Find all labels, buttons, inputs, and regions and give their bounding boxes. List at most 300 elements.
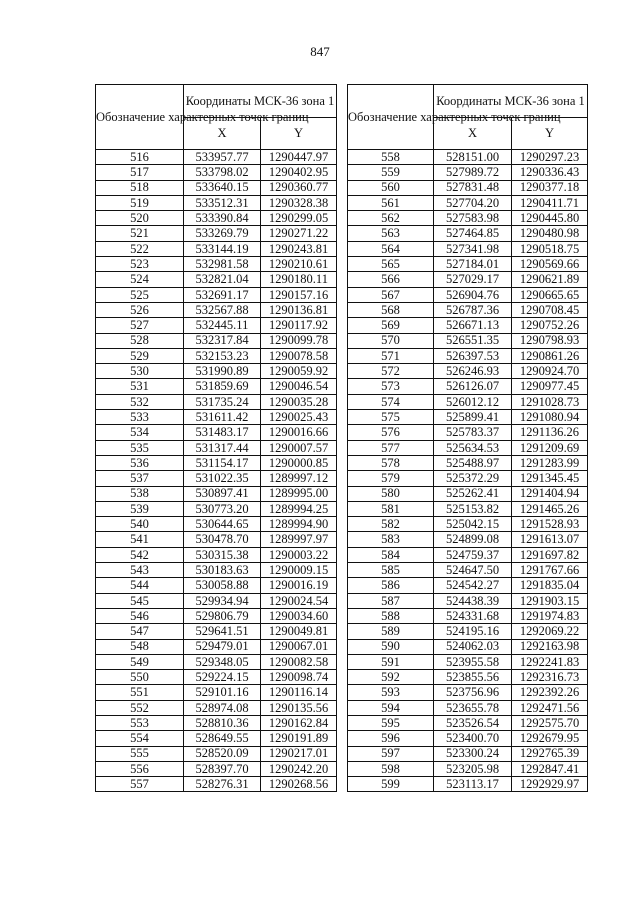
x-coordinate-cell: 524438.39 xyxy=(434,593,512,608)
table-row xyxy=(348,670,588,685)
y-coordinate-cell: 1290180.11 xyxy=(261,272,337,287)
x-coordinate-cell: 525262.41 xyxy=(434,486,512,501)
y-coordinate-cell: 1291345.45 xyxy=(512,471,588,486)
x-coordinate-cell: 524062.03 xyxy=(434,639,512,654)
y-coordinate-cell: 1290360.77 xyxy=(261,180,337,195)
x-coordinate-cell: 523655.78 xyxy=(434,700,512,715)
table-row xyxy=(96,364,337,379)
x-coordinate-cell: 531611.42 xyxy=(184,410,261,425)
x-coordinate-cell: 531990.89 xyxy=(184,364,261,379)
x-coordinate-cell: 532821.04 xyxy=(184,272,261,287)
coordinate-system-header: Координаты МСК-36 зона 1 xyxy=(184,85,337,118)
x-coordinate-cell: 525634.53 xyxy=(434,440,512,455)
y-coordinate-cell: 1290377.18 xyxy=(512,180,588,195)
point-number-cell: 558 xyxy=(348,150,434,165)
y-coordinate-cell: 1290116.14 xyxy=(261,685,337,700)
point-number-cell: 537 xyxy=(96,471,184,486)
point-number-cell: 546 xyxy=(96,608,184,623)
point-number-cell: 575 xyxy=(348,410,434,425)
x-coordinate-cell: 527341.98 xyxy=(434,241,512,256)
point-number-cell: 559 xyxy=(348,165,434,180)
table-row xyxy=(96,333,337,348)
table-row xyxy=(348,715,588,730)
x-coordinate-cell: 524647.50 xyxy=(434,563,512,578)
x-coordinate-cell: 533640.15 xyxy=(184,180,261,195)
point-number-cell: 551 xyxy=(96,685,184,700)
point-number-cell: 594 xyxy=(348,700,434,715)
x-coordinate-cell: 528520.09 xyxy=(184,746,261,761)
point-number-cell: 579 xyxy=(348,471,434,486)
y-coordinate-cell: 1291028.73 xyxy=(512,394,588,409)
table-row xyxy=(348,302,588,317)
point-number-cell: 598 xyxy=(348,761,434,776)
table-row xyxy=(348,333,588,348)
table-row xyxy=(348,486,588,501)
y-coordinate-cell: 1290402.95 xyxy=(261,165,337,180)
table-row xyxy=(96,486,337,501)
point-number-cell: 543 xyxy=(96,563,184,578)
table-row xyxy=(96,563,337,578)
coordinates-table-right xyxy=(347,84,588,792)
page-number: 847 xyxy=(310,44,330,59)
point-number-cell: 595 xyxy=(348,715,434,730)
x-coordinate-cell: 533269.79 xyxy=(184,226,261,241)
table-row xyxy=(96,410,337,425)
y-coordinate-cell: 1292847.41 xyxy=(512,761,588,776)
table-row xyxy=(348,471,588,486)
table-row xyxy=(348,287,588,302)
table-row xyxy=(96,318,337,333)
table-row xyxy=(348,654,588,669)
y-coordinate-cell: 1290016.19 xyxy=(261,578,337,593)
x-coordinate-cell: 533144.19 xyxy=(184,241,261,256)
table-row xyxy=(96,348,337,363)
point-number-cell: 526 xyxy=(96,302,184,317)
table-row xyxy=(348,563,588,578)
point-number-cell: 562 xyxy=(348,211,434,226)
x-coordinate-cell: 530183.63 xyxy=(184,563,261,578)
y-coordinate-cell: 1290082.58 xyxy=(261,654,337,669)
x-coordinate-cell: 530478.70 xyxy=(184,532,261,547)
table-row xyxy=(348,257,588,272)
point-number-cell: 541 xyxy=(96,532,184,547)
y-coordinate-cell: 1290117.92 xyxy=(261,318,337,333)
x-coordinate-cell: 527184.01 xyxy=(434,257,512,272)
table-row xyxy=(348,501,588,516)
table-row xyxy=(348,180,588,195)
y-coordinate-cell: 1292316.73 xyxy=(512,670,588,685)
point-number-cell: 521 xyxy=(96,226,184,241)
point-number-cell: 539 xyxy=(96,501,184,516)
x-coordinate-cell: 529224.15 xyxy=(184,670,261,685)
y-coordinate-cell: 1290271.22 xyxy=(261,226,337,241)
y-coordinate-cell: 1292929.97 xyxy=(512,777,588,792)
table-row xyxy=(96,241,337,256)
point-number-cell: 583 xyxy=(348,532,434,547)
point-number-cell: 536 xyxy=(96,455,184,470)
y-coordinate-cell: 1290708.45 xyxy=(512,302,588,317)
x-coordinate-cell: 523300.24 xyxy=(434,746,512,761)
y-coordinate-cell: 1290046.54 xyxy=(261,379,337,394)
x-coordinate-cell: 529348.05 xyxy=(184,654,261,669)
x-coordinate-cell: 523113.17 xyxy=(434,777,512,792)
point-number-cell: 574 xyxy=(348,394,434,409)
y-coordinate-cell: 1290665.65 xyxy=(512,287,588,302)
y-coordinate-cell: 1290861.26 xyxy=(512,348,588,363)
point-number-cell: 599 xyxy=(348,777,434,792)
y-coordinate-cell: 1290098.74 xyxy=(261,670,337,685)
y-coordinate-cell: 1290003.22 xyxy=(261,547,337,562)
point-number-cell: 557 xyxy=(96,777,184,792)
x-coordinate-cell: 533798.02 xyxy=(184,165,261,180)
table-row xyxy=(348,547,588,562)
y-coordinate-cell: 1290798.93 xyxy=(512,333,588,348)
table-row xyxy=(96,639,337,654)
x-coordinate-cell: 531154.17 xyxy=(184,455,261,470)
point-number-cell: 532 xyxy=(96,394,184,409)
point-number-cell: 531 xyxy=(96,379,184,394)
table-row xyxy=(348,639,588,654)
x-coordinate-cell: 523400.70 xyxy=(434,731,512,746)
y-coordinate-cell: 1290024.54 xyxy=(261,593,337,608)
point-number-cell: 585 xyxy=(348,563,434,578)
table-row xyxy=(348,761,588,776)
x-coordinate-cell: 524759.37 xyxy=(434,547,512,562)
point-number-cell: 534 xyxy=(96,425,184,440)
x-coordinate-cell: 532567.88 xyxy=(184,302,261,317)
point-number-cell: 550 xyxy=(96,670,184,685)
y-coordinate-cell: 1290078.58 xyxy=(261,348,337,363)
point-number-cell: 563 xyxy=(348,226,434,241)
table-row xyxy=(348,746,588,761)
x-column-header: X xyxy=(434,118,512,150)
y-coordinate-cell: 1290411.71 xyxy=(512,195,588,210)
point-number-cell: 578 xyxy=(348,455,434,470)
x-coordinate-cell: 525899.41 xyxy=(434,410,512,425)
x-coordinate-cell: 528151.00 xyxy=(434,150,512,165)
y-coordinate-cell: 1291080.94 xyxy=(512,410,588,425)
x-coordinate-cell: 524899.08 xyxy=(434,532,512,547)
x-column-header: X xyxy=(184,118,261,150)
y-coordinate-cell: 1290480.98 xyxy=(512,226,588,241)
table-row xyxy=(348,593,588,608)
point-number-cell: 576 xyxy=(348,425,434,440)
point-number-cell: 547 xyxy=(96,624,184,639)
point-column-header: Обозначение характерных точек границ xyxy=(348,85,434,150)
y-coordinate-cell: 1290243.81 xyxy=(261,241,337,256)
y-coordinate-cell: 1292241.83 xyxy=(512,654,588,669)
point-number-cell: 588 xyxy=(348,608,434,623)
x-coordinate-cell: 530058.88 xyxy=(184,578,261,593)
y-coordinate-cell: 1290752.26 xyxy=(512,318,588,333)
point-number-cell: 589 xyxy=(348,624,434,639)
table-row xyxy=(348,394,588,409)
table-row xyxy=(348,578,588,593)
point-number-cell: 516 xyxy=(96,150,184,165)
table-row xyxy=(96,211,337,226)
y-coordinate-cell: 1290025.43 xyxy=(261,410,337,425)
x-coordinate-cell: 531483.17 xyxy=(184,425,261,440)
table-row xyxy=(96,746,337,761)
point-number-cell: 565 xyxy=(348,257,434,272)
x-coordinate-cell: 528974.08 xyxy=(184,700,261,715)
x-coordinate-cell: 525153.82 xyxy=(434,501,512,516)
y-coordinate-cell: 1291136.26 xyxy=(512,425,588,440)
y-coordinate-cell: 1291209.69 xyxy=(512,440,588,455)
y-coordinate-cell: 1291697.82 xyxy=(512,547,588,562)
point-number-cell: 590 xyxy=(348,639,434,654)
table-row xyxy=(96,455,337,470)
point-number-cell: 592 xyxy=(348,670,434,685)
point-number-cell: 517 xyxy=(96,165,184,180)
y-coordinate-cell: 1292765.39 xyxy=(512,746,588,761)
table-row xyxy=(348,777,588,792)
y-coordinate-cell: 1292679.95 xyxy=(512,731,588,746)
table-row xyxy=(96,195,337,210)
point-number-cell: 545 xyxy=(96,593,184,608)
y-coordinate-cell: 1292392.26 xyxy=(512,685,588,700)
point-number-cell: 573 xyxy=(348,379,434,394)
point-number-cell: 538 xyxy=(96,486,184,501)
y-coordinate-cell: 1289994.90 xyxy=(261,517,337,532)
y-coordinate-cell: 1292163.98 xyxy=(512,639,588,654)
point-number-cell: 549 xyxy=(96,654,184,669)
point-number-cell: 529 xyxy=(96,348,184,363)
y-coordinate-cell: 1290924.70 xyxy=(512,364,588,379)
table-row xyxy=(96,547,337,562)
x-coordinate-cell: 528276.31 xyxy=(184,777,261,792)
y-coordinate-cell: 1290157.16 xyxy=(261,287,337,302)
point-number-cell: 520 xyxy=(96,211,184,226)
x-coordinate-cell: 529101.16 xyxy=(184,685,261,700)
y-coordinate-cell: 1290162.84 xyxy=(261,715,337,730)
coordinates-tables xyxy=(95,84,587,822)
y-coordinate-cell: 1290191.89 xyxy=(261,731,337,746)
x-coordinate-cell: 533390.84 xyxy=(184,211,261,226)
point-number-cell: 567 xyxy=(348,287,434,302)
x-coordinate-cell: 527704.20 xyxy=(434,195,512,210)
point-number-cell: 542 xyxy=(96,547,184,562)
x-coordinate-cell: 528810.36 xyxy=(184,715,261,730)
x-coordinate-cell: 531022.35 xyxy=(184,471,261,486)
x-coordinate-cell: 532153.23 xyxy=(184,348,261,363)
y-coordinate-cell: 1291404.94 xyxy=(512,486,588,501)
x-coordinate-cell: 527989.72 xyxy=(434,165,512,180)
x-coordinate-cell: 530773.20 xyxy=(184,501,261,516)
y-column-header: Y xyxy=(261,118,337,150)
x-coordinate-cell: 524195.16 xyxy=(434,624,512,639)
x-coordinate-cell: 531317.44 xyxy=(184,440,261,455)
y-coordinate-cell: 1290336.43 xyxy=(512,165,588,180)
table-row xyxy=(96,302,337,317)
table-row xyxy=(348,608,588,623)
table-row xyxy=(348,731,588,746)
table-row xyxy=(96,731,337,746)
table-row xyxy=(348,379,588,394)
table-row xyxy=(348,241,588,256)
point-number-cell: 535 xyxy=(96,440,184,455)
point-number-cell: 581 xyxy=(348,501,434,516)
point-number-cell: 572 xyxy=(348,364,434,379)
y-coordinate-cell: 1291767.66 xyxy=(512,563,588,578)
x-coordinate-cell: 532981.58 xyxy=(184,257,261,272)
table-row xyxy=(96,379,337,394)
table-row xyxy=(96,624,337,639)
point-number-cell: 524 xyxy=(96,272,184,287)
x-coordinate-cell: 532317.84 xyxy=(184,333,261,348)
y-coordinate-cell: 1290297.23 xyxy=(512,150,588,165)
y-coordinate-cell: 1290016.66 xyxy=(261,425,337,440)
x-coordinate-cell: 523526.54 xyxy=(434,715,512,730)
table-row xyxy=(348,226,588,241)
x-coordinate-cell: 526551.35 xyxy=(434,333,512,348)
x-coordinate-cell: 523756.96 xyxy=(434,685,512,700)
y-coordinate-cell: 1289997.12 xyxy=(261,471,337,486)
y-coordinate-cell: 1290067.01 xyxy=(261,639,337,654)
x-coordinate-cell: 523205.98 xyxy=(434,761,512,776)
point-number-cell: 593 xyxy=(348,685,434,700)
x-coordinate-cell: 529934.94 xyxy=(184,593,261,608)
y-coordinate-cell: 1291465.26 xyxy=(512,501,588,516)
point-number-cell: 570 xyxy=(348,333,434,348)
point-number-cell: 569 xyxy=(348,318,434,333)
y-coordinate-cell: 1290007.57 xyxy=(261,440,337,455)
point-number-cell: 568 xyxy=(348,302,434,317)
x-coordinate-cell: 532691.17 xyxy=(184,287,261,302)
point-number-cell: 544 xyxy=(96,578,184,593)
point-number-cell: 525 xyxy=(96,287,184,302)
table-row xyxy=(96,394,337,409)
x-coordinate-cell: 525488.97 xyxy=(434,455,512,470)
x-coordinate-cell: 526126.07 xyxy=(434,379,512,394)
y-coordinate-cell: 1290059.92 xyxy=(261,364,337,379)
y-coordinate-cell: 1290034.60 xyxy=(261,608,337,623)
y-coordinate-cell: 1292471.56 xyxy=(512,700,588,715)
table-row xyxy=(348,410,588,425)
x-coordinate-cell: 529479.01 xyxy=(184,639,261,654)
table-body-right xyxy=(348,150,588,792)
point-number-cell: 548 xyxy=(96,639,184,654)
x-coordinate-cell: 529806.79 xyxy=(184,608,261,623)
y-coordinate-cell: 1290518.75 xyxy=(512,241,588,256)
table-row xyxy=(96,165,337,180)
y-coordinate-cell: 1290210.61 xyxy=(261,257,337,272)
table-row xyxy=(96,761,337,776)
table-row xyxy=(96,715,337,730)
y-coordinate-cell: 1290049.81 xyxy=(261,624,337,639)
table-row xyxy=(348,364,588,379)
x-coordinate-cell: 528397.70 xyxy=(184,761,261,776)
x-coordinate-cell: 530897.41 xyxy=(184,486,261,501)
coordinate-system-header: Координаты МСК-36 зона 1 xyxy=(434,85,588,118)
table-row xyxy=(96,578,337,593)
table-row xyxy=(96,670,337,685)
x-coordinate-cell: 527831.48 xyxy=(434,180,512,195)
y-coordinate-cell: 1290299.05 xyxy=(261,211,337,226)
y-coordinate-cell: 1289997.97 xyxy=(261,532,337,547)
table-row xyxy=(348,195,588,210)
point-number-cell: 518 xyxy=(96,180,184,195)
table-row xyxy=(348,685,588,700)
table-row xyxy=(96,257,337,272)
y-coordinate-cell: 1290621.89 xyxy=(512,272,588,287)
point-number-cell: 566 xyxy=(348,272,434,287)
table-row xyxy=(348,318,588,333)
x-coordinate-cell: 523955.58 xyxy=(434,654,512,669)
x-coordinate-cell: 524331.68 xyxy=(434,608,512,623)
y-coordinate-cell: 1290569.66 xyxy=(512,257,588,272)
y-coordinate-cell: 1290135.56 xyxy=(261,700,337,715)
table-row xyxy=(96,272,337,287)
point-number-cell: 533 xyxy=(96,410,184,425)
point-number-cell: 577 xyxy=(348,440,434,455)
table-row xyxy=(348,150,588,165)
y-coordinate-cell: 1292069.22 xyxy=(512,624,588,639)
table-row xyxy=(96,517,337,532)
table-row xyxy=(348,440,588,455)
point-number-cell: 591 xyxy=(348,654,434,669)
table-row xyxy=(96,150,337,165)
x-coordinate-cell: 524542.27 xyxy=(434,578,512,593)
x-coordinate-cell: 527464.85 xyxy=(434,226,512,241)
coordinates-table-left xyxy=(95,84,337,792)
table-row xyxy=(348,532,588,547)
y-coordinate-cell: 1290000.85 xyxy=(261,455,337,470)
x-coordinate-cell: 530644.65 xyxy=(184,517,261,532)
point-number-cell: 522 xyxy=(96,241,184,256)
point-number-cell: 596 xyxy=(348,731,434,746)
y-coordinate-cell: 1289994.25 xyxy=(261,501,337,516)
table-row xyxy=(96,287,337,302)
x-coordinate-cell: 525372.29 xyxy=(434,471,512,486)
table-row xyxy=(348,211,588,226)
y-column-header: Y xyxy=(512,118,588,150)
x-coordinate-cell: 527583.98 xyxy=(434,211,512,226)
y-coordinate-cell: 1290445.80 xyxy=(512,211,588,226)
x-coordinate-cell: 531859.69 xyxy=(184,379,261,394)
x-coordinate-cell: 528649.55 xyxy=(184,731,261,746)
x-coordinate-cell: 533512.31 xyxy=(184,195,261,210)
point-number-cell: 554 xyxy=(96,731,184,746)
point-number-cell: 561 xyxy=(348,195,434,210)
y-coordinate-cell: 1289995.00 xyxy=(261,486,337,501)
x-coordinate-cell: 526671.13 xyxy=(434,318,512,333)
point-number-cell: 556 xyxy=(96,761,184,776)
table-row xyxy=(96,471,337,486)
table-row xyxy=(96,226,337,241)
point-number-cell: 564 xyxy=(348,241,434,256)
y-coordinate-cell: 1291613.07 xyxy=(512,532,588,547)
x-coordinate-cell: 525042.15 xyxy=(434,517,512,532)
y-coordinate-cell: 1291974.83 xyxy=(512,608,588,623)
table-row xyxy=(348,455,588,470)
table-row xyxy=(96,608,337,623)
x-coordinate-cell: 526787.36 xyxy=(434,302,512,317)
x-coordinate-cell: 526012.12 xyxy=(434,394,512,409)
point-number-cell: 580 xyxy=(348,486,434,501)
table-row xyxy=(348,700,588,715)
y-coordinate-cell: 1290099.78 xyxy=(261,333,337,348)
point-number-cell: 540 xyxy=(96,517,184,532)
point-number-cell: 552 xyxy=(96,700,184,715)
point-number-cell: 571 xyxy=(348,348,434,363)
table-row xyxy=(96,654,337,669)
y-coordinate-cell: 1290136.81 xyxy=(261,302,337,317)
point-number-cell: 555 xyxy=(96,746,184,761)
table-row xyxy=(96,180,337,195)
y-coordinate-cell: 1290268.56 xyxy=(261,777,337,792)
point-column-header: Обозначение характерных точек границ xyxy=(96,85,184,150)
